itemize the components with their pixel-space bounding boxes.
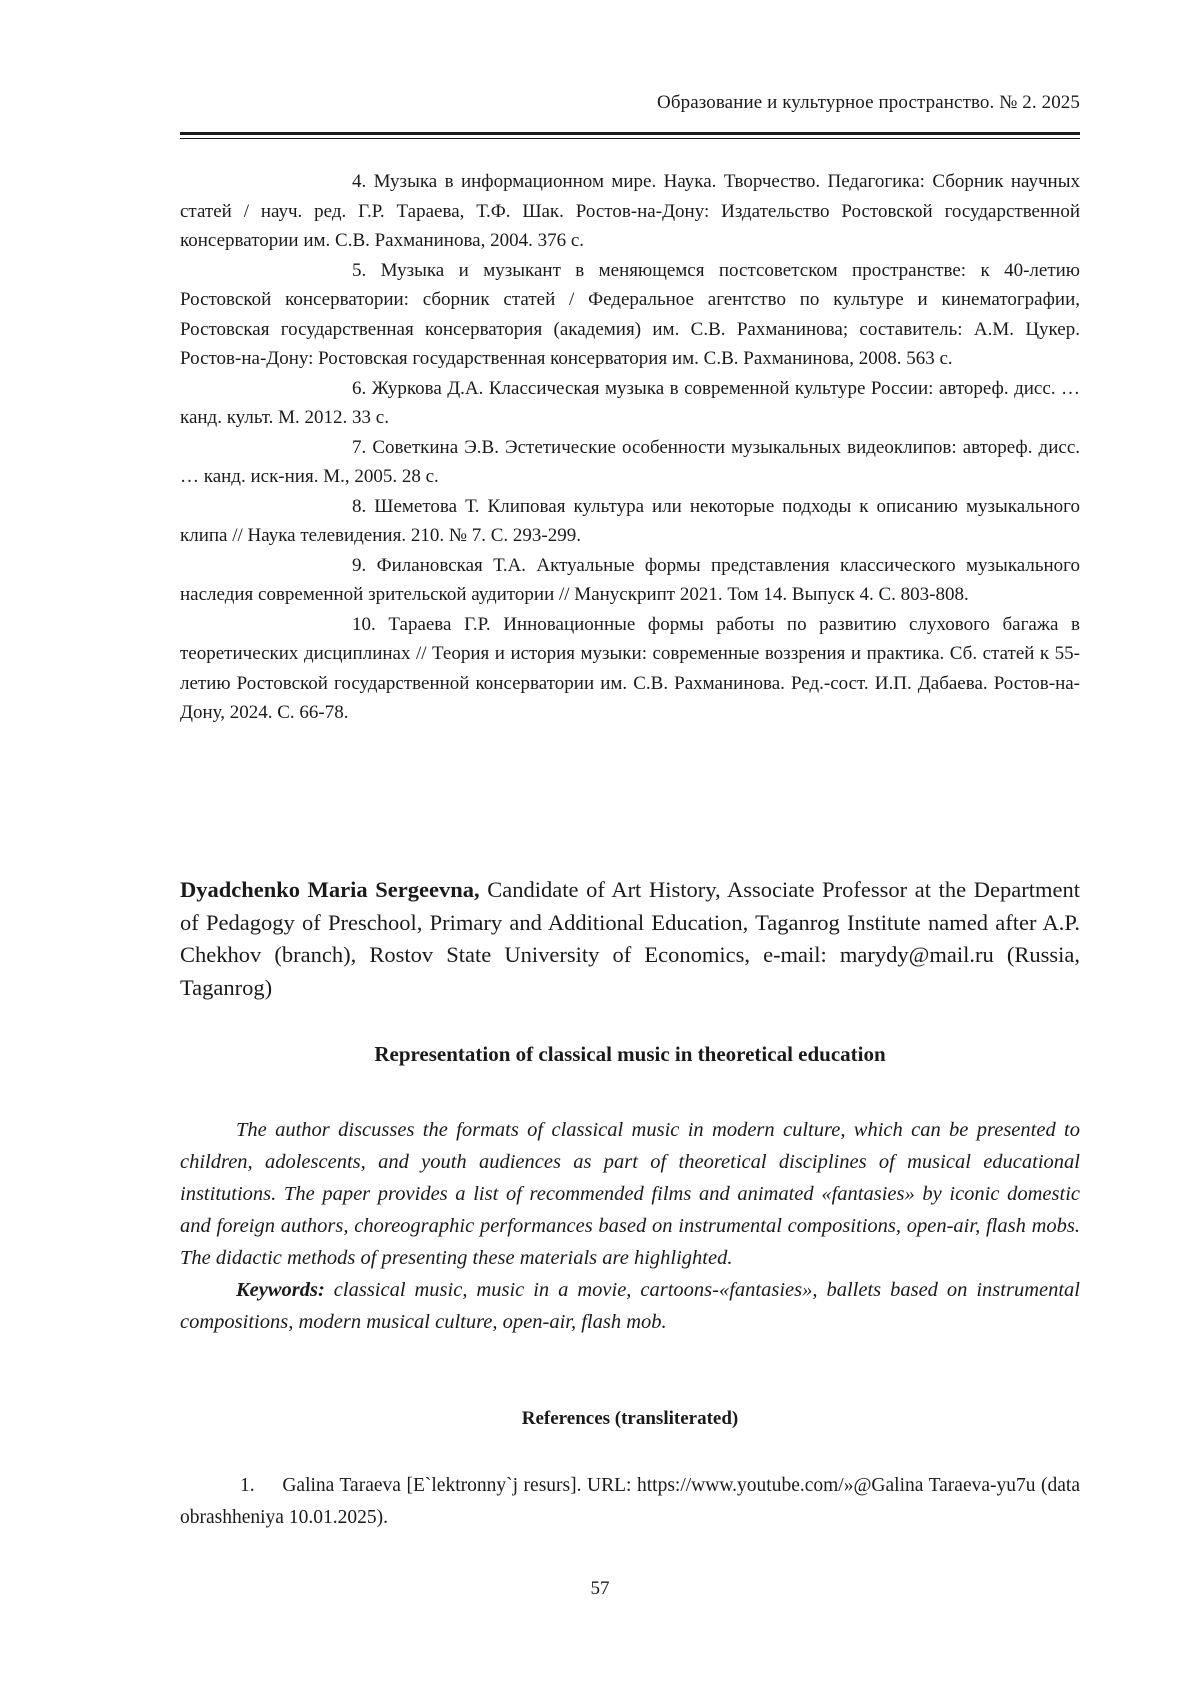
keywords-text: classical music, music in a movie, cartoons-«fantasies», ballets based on instrumental compositions, modern musical culture, open-air, flash mob. [180, 1279, 1080, 1333]
reference-item [180, 610, 1080, 728]
abstract-text: The author discusses the formats of classical music in modern culture, which can be presented to children, adolescents, and youth audiences as part of theoretical disciplines of musical educational institutions. The paper provides a list of recommended films and animated «fantasies» by iconic domestic and foreign authors, choreographic performances based on instrumental compositions, open-air, flash mobs. The didactic methods of presenting these materials are highlighted. [180, 1119, 1080, 1269]
reference-text: Galina Taraeva [E`lektronny`j resurs]. URL: https://www.youtube.com/»@Galina Taraeva-yu7u (data obrashheniya 10.01.2025). [180, 1475, 1081, 1528]
reference-number: 7. [352, 436, 367, 458]
keywords [180, 1274, 1080, 1338]
reference-number: 6. [352, 377, 367, 399]
running-header: Образование и культурное пространство. № 2. 2025 [657, 92, 1080, 113]
page-number: 57 [590, 1578, 610, 1599]
reference-text: Шеметова Т. Клиповая культура или некоторые подходы к описанию музыкального клипа // Наука телевидения. 210. № 7. С. 293-299. [180, 495, 1080, 546]
article-title: Representation of classical music in theoretical education [374, 1042, 886, 1066]
reference-item [180, 433, 1080, 492]
reference-item [180, 256, 1080, 374]
author-name: Dyadchenko Maria Sergeevna, [180, 877, 480, 902]
reference-text: Музыка в информационном мире. Наука. Творчество. Педагогика: Сборник научных статей / науч. ред. Г.Р. Тараева, Т.Ф. Шак. Ростов-на-Дону: Издательство Ростовской государственной консерватории им. С.В. Рахманинова, 2004. 376 с. [180, 171, 1080, 251]
author-info [180, 874, 1080, 1004]
abstract [180, 1114, 1080, 1338]
references-title: References (transliterated) [521, 1408, 739, 1429]
reference-item [180, 374, 1080, 433]
reference-number: 10. [352, 613, 376, 635]
header-double-rule [180, 132, 1080, 139]
reference-item [180, 167, 1080, 256]
reference-number: 5. [352, 259, 367, 281]
reference-text: Советкина Э.В. Эстетические особенности музыкальных видеоклипов: автореф. дисс. … канд. иск-ния. М., 2005. 28 с. [180, 436, 1081, 487]
reference-item [180, 492, 1080, 551]
reference-number: 8. [352, 495, 367, 517]
reference-number: 4. [352, 171, 367, 192]
reference-item [180, 551, 1080, 610]
reference-text: Филановская Т.А. Актуальные формы представления классического музыкального наследия современной зрительской аудитории // Манускрипт 2021. Том 14. Выпуск 4. С. 803-808. [180, 554, 1080, 605]
reference-text: Тараева Г.Р. Инновационные формы работы по развитию слухового багажа в теоретических дисциплинах // Теория и история музыки: современные воззрения и практика. Сб. статей к 55-летию Ростовской государственной консерватории им. С.В. Рахманинова. Ред.-сост. И.П. Дабаева. Ростов-на-Дону, 2024. С. 66-78. [180, 613, 1080, 723]
references-ru-list [180, 167, 1080, 728]
reference-text: Музыка и музыкант в меняющемся постсоветском пространстве: к 40-летию Ростовской консерватории: сборник статей / Федеральное агентство по культуре и кинематографии, Ростовская государственная консерватория (академия) им. С.В. Рахманинова; составитель: А.М. Цукер. Ростов-на-Дону: Ростовская государственная консерватория им. С.В. Рахманинова, 2008. 563 с. [180, 259, 1081, 369]
author-affiliation: Candidate of Art History, Associate Professor at the Department of Pedagogy of Preschool, Primary and Additional Education, Taganrog Institute named after A.P. Chekhov (branch), Rostov State University of Economics, e-mail: marydy@mail.ru (Russia, Taganrog) [180, 877, 1081, 1000]
reference-item [180, 1470, 1080, 1534]
reference-text: Журкова Д.А. Классическая музыка в современной культуре России: автореф. дисс. … канд. культ. М. 2012. 33 с. [180, 377, 1081, 428]
keywords-label: Keywords: [236, 1279, 325, 1301]
references-en-list [180, 1470, 1080, 1534]
reference-number: 9. [352, 554, 367, 576]
reference-number: 1. [240, 1475, 255, 1496]
